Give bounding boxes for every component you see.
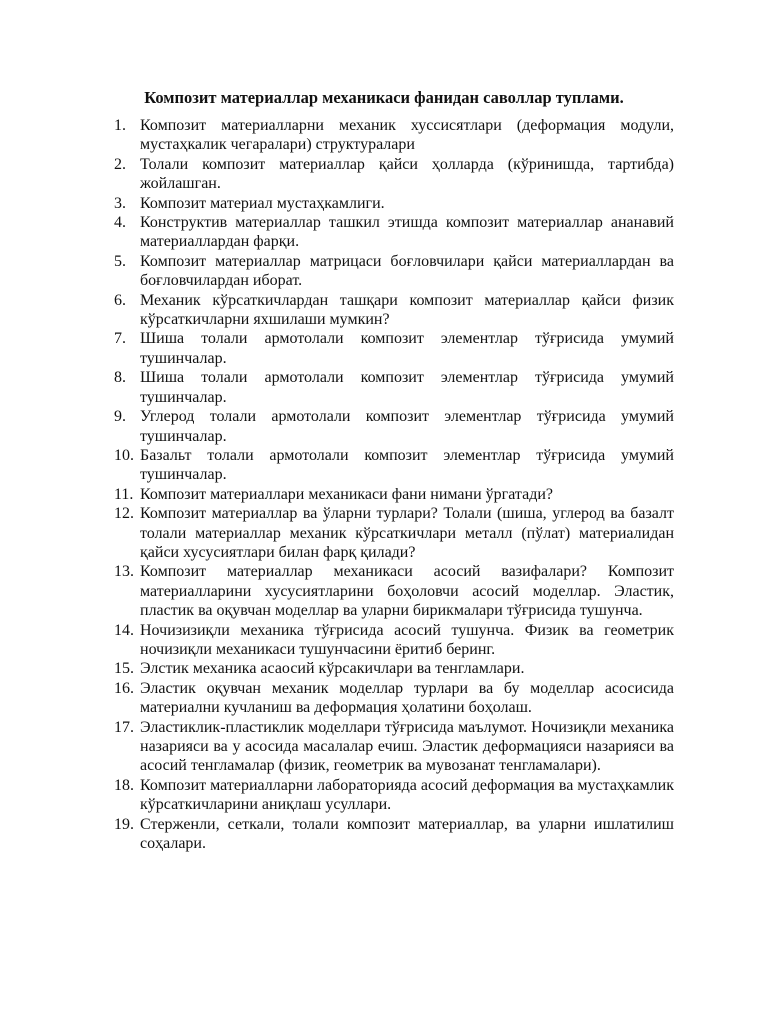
question-item — [114, 504, 674, 562]
question-item — [114, 679, 674, 718]
question-item — [114, 562, 674, 620]
question-item — [114, 718, 674, 776]
question-item — [114, 446, 674, 485]
question-item — [114, 776, 674, 815]
question-number: 10. — [114, 446, 134, 464]
question-number: 13. — [114, 563, 134, 581]
question-text: Стерженли, сеткали, толали композит материаллар, ва уларни ишлатилиш соҳалари. — [140, 815, 674, 853]
question-text: Шиша толали армотолали композит элементлар тўғрисида умумий тушинчалар. — [140, 330, 674, 367]
question-number: 18. — [114, 776, 134, 794]
question-item — [114, 155, 674, 194]
question-item — [114, 407, 674, 446]
question-item — [114, 213, 674, 252]
question-text: Элстик механика асаосий кўрсакичлари ва тенгламлари. — [140, 660, 525, 678]
question-number: 4. — [114, 214, 126, 232]
question-number: 6. — [114, 291, 126, 309]
question-text: Композит материаллари механикаси фани нимани ўргатади? — [140, 485, 553, 503]
question-text: Композит материаллар механикаси асосий вазифалари? Композит материалларини хусусиятларини боҳоловчи асосий моделлар. Эластик, пластик ва оқувчан моделлар ва уларни бирикмалари тўғрисида тушунча. — [140, 563, 674, 620]
question-number: 8. — [114, 369, 126, 387]
question-item — [114, 485, 674, 504]
question-text: Композит материалларни механик хуссисятлари (деформация модули, мустаҳкалик чегаралари) структуралари — [140, 117, 674, 154]
question-number: 2. — [114, 155, 126, 173]
question-number: 12. — [114, 505, 134, 523]
question-number: 5. — [114, 252, 126, 270]
question-text: Композит материаллар ва ўларни турлари? Толали (шиша, углерод ва базалт толали материаллар механик кўрсаткичлари металл (пўлат) материалидан қайси хусусиятлари билан фарқ қилади? — [140, 505, 674, 561]
question-number: 16. — [114, 679, 134, 697]
question-item — [114, 368, 674, 407]
question-text: Механик кўрсаткичлардан ташқари композит материаллар қайси физик кўрсаткичларни яхшилаши мумкин? — [140, 291, 674, 329]
question-number: 11. — [114, 485, 134, 503]
question-text: Эластик оқувчан механик моделлар турлари ва бу моделлар асосисида материални кучланиш ва деформация ҳолатини боҳолаш. — [140, 679, 674, 717]
question-item — [114, 329, 674, 368]
question-text: Углерод толали армотолали композит элементлар тўғрисида умумий тушинчалар. — [140, 408, 674, 445]
question-item — [114, 252, 674, 291]
question-item — [114, 116, 674, 155]
question-text: Композит материалларни лабораторияда асосий деформация ва мустаҳкамлик кўрсаткичларини аниқлаш усуллари. — [140, 776, 674, 814]
question-number: 14. — [114, 621, 134, 639]
question-item — [114, 621, 674, 660]
question-number: 3. — [114, 194, 126, 212]
question-number: 7. — [114, 330, 126, 348]
question-text: Конструктив материаллар ташкил этишда композит материаллар ананавий материаллардан фарқи. — [140, 214, 674, 251]
question-text: Композит материаллар матрицаси боғловчилари қайси материаллардан ва боғловчилардан иборат. — [140, 252, 674, 290]
question-text: Ночизизиқли механика тўғрисида асосий тушунча. Физик ва геометрик ночизиқли механикаси тушунчасини ёритиб беринг. — [140, 621, 674, 658]
question-number: 17. — [114, 718, 134, 736]
question-text: Эластиклик-пластиклик моделлари тўғрисида маълумот. Ночизиқли механика назарияси ва у асосида масалалар ечиш. Эластик деформацияси назарияси ва асосий тенгламалар (физик, геометрик ва мувозанат тенгламалари). — [140, 718, 674, 775]
question-item — [114, 815, 674, 854]
question-text: Базальт толали армотолали композит элементлар тўғрисида умумий тушинчалар. — [140, 446, 674, 484]
question-number: 9. — [114, 408, 126, 426]
question-item — [114, 659, 674, 678]
question-number: 1. — [114, 117, 126, 134]
document-title: Композит материаллар механикаси фанидан саволлар туплами. — [144, 88, 624, 107]
question-item — [114, 194, 674, 213]
question-text: Толали композит материаллар қайси ҳолларда (кўринишда, тартибда) жойлашган. — [140, 155, 674, 193]
question-text: Композит материал мустаҳкамлиги. — [140, 194, 385, 212]
question-item — [114, 291, 674, 330]
question-text: Шиша толали армотолали композит элементлар тўғрисида умумий тушинчалар. — [140, 369, 674, 406]
question-number: 19. — [114, 815, 134, 833]
question-number: 15. — [114, 660, 134, 678]
questions-list — [114, 116, 674, 853]
